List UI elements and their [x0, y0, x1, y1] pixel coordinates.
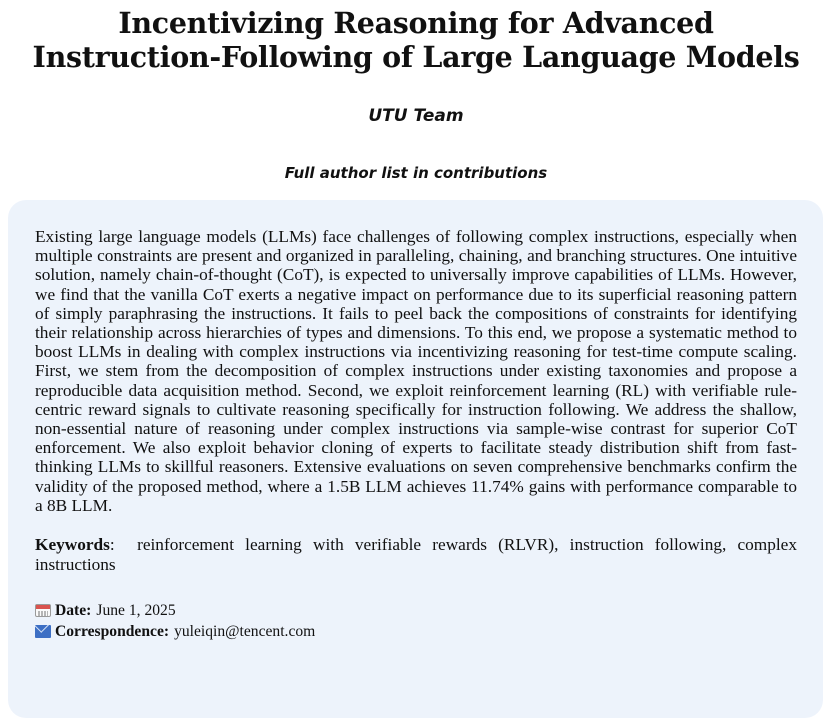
- correspondence-row: [35, 621, 797, 642]
- envelope-icon: [35, 625, 51, 638]
- keywords-separator: :: [109, 535, 115, 555]
- paper-title: [0, 6, 832, 74]
- correspondence-label: Correspondence:: [55, 623, 170, 641]
- date-label: Date:: [55, 602, 92, 620]
- keywords-value: reinforcement learning with verifiable rewards (RLVR), instruction following, complex instructions: [35, 535, 797, 574]
- abstract-text: Existing large language models (LLMs) face challenges of following complex instructions, especially when multiple constraints are present and organized in paralleling, chaining, and branching structures. One intuitive solution, namely chain-of-thought (CoT), is expected to universally improve capabilities of LLMs. However, we find that the vanilla CoT exerts a negative impact on performance due to its superficial reasoning pattern of simply paraphrasing the instructions. It fails to peel back the compositions of constraints for identifying their relationship across hierarchies of types and dimensions. To this end, we propose a systematic method to boost LLMs in dealing with complex instructions via incentivizing reasoning for test-time compute scaling. First, we stem from the decomposition of complex instructions under existing taxonomies and propose a reproducible data acquisition method. Second, we exploit reinforcement learning (RL) with verifiable rule-centric reward signals to cultivate reasoning specifically for instruction following. We address the shallow, non-essential nature of reasoning under complex instructions via sample-wise contrast for superior CoT enforcement. We also exploit behavior cloning of experts to facilitate steady distribution shift from fast-thinking LLMs to skillful reasoners. Extensive evaluations on seven comprehensive benchmarks confirm the validity of the proposed method, where a 1.5B LLM achieves 11.74% gains with performance comparable to a 8B LLM.: [35, 227, 797, 515]
- paper-meta: [35, 600, 797, 642]
- keywords-label: Keywords: [35, 535, 110, 555]
- abstract-panel: [8, 200, 823, 718]
- keywords: [35, 535, 797, 574]
- paper-title-line-2: Instruction-Following of Large Language Models: [32, 40, 800, 74]
- author-list-note: Full author list in contributions: [284, 164, 548, 182]
- team-name: UTU Team: [368, 106, 464, 126]
- date-row: [35, 600, 797, 621]
- calendar-icon: [35, 604, 51, 617]
- date-value: June 1, 2025: [96, 602, 176, 620]
- correspondence-email: yuleiqin@tencent.com: [174, 623, 316, 641]
- paper-title-line-1: Incentivizing Reasoning for Advanced: [118, 6, 714, 40]
